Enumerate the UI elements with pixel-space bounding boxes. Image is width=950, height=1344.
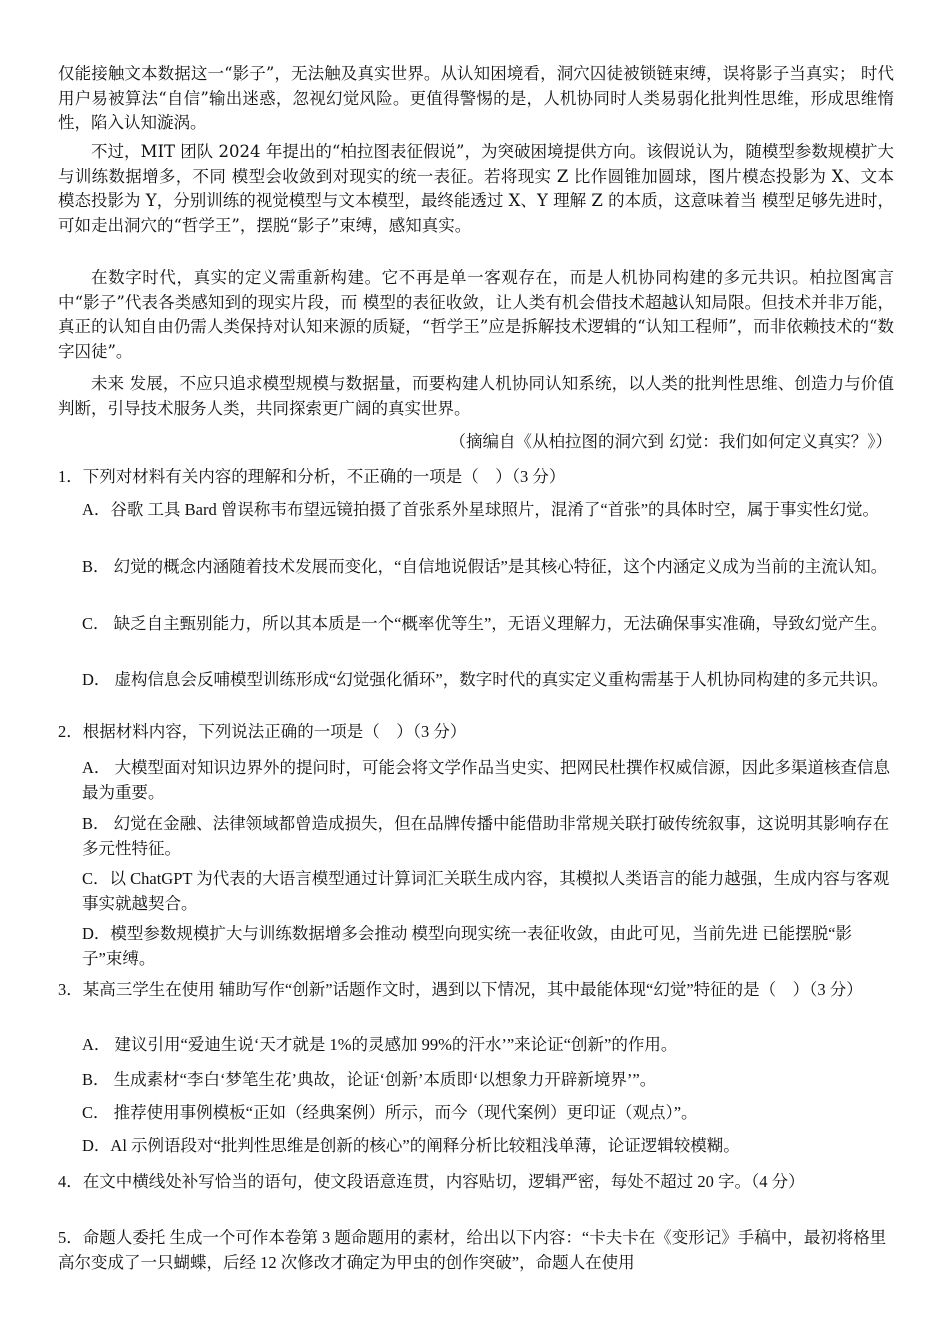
question-5-stem: 5．命题人委托 生成一个可作本卷第 3 题命题用的素材，给出以下内容：“卡夫卡在《变形记》手稿中，最初将格里高尔变成了一只蝴蝶，后经 12 次修改才确定为甲虫的创作突破”，命题人在使用: [58, 1228, 887, 1272]
question-3-stem: 3．某高三学生在使用 辅助写作“创新”话题作文时，遇到以下情况，其中最能体现“幻觉”特征的是（ ）（3 分）: [58, 980, 863, 999]
passage-paragraph-2: 不过，MIT 团队 2024 年提出的“柏拉图表征假说”，为突破困境提供方向。该假说认为，随模型参数规模扩大与训练数据增多，不同 模型会收敛到对现实的统一表征。若将现实 Z 比作圆锥加圆球，图片模态投影为 X、文本模态投影为 Y，分别训练的视觉模型与文本模型，最终能透过 X、Y 理解 Z 的本质，这意味着当 模型足够先进时，可如走出洞穴的“哲学王”，摆脱“影子”束缚，感知真实。: [58, 142, 894, 235]
question-1-option-c: C． 缺乏自主甄别能力，所以其本质是一个“概率优等生”，无语义理解力，无法确保事实准确，导致幻觉产生。: [82, 614, 888, 633]
question-1-option-a: A．谷歌 工具 Bard 曾误称韦布望远镜拍摄了首张系外星球照片，混淆了“首张”的具体时空，属于事实性幻觉。: [82, 500, 880, 519]
passage-paragraph-1: 仅能接触文本数据这一“影子”，无法触及真实世界。从认知困境看，洞穴囚徒被锁链束缚，误将影子当真实； 时代用户易被算法“自信”输出迷惑，忽视幻觉风险。更值得警惕的是，人机协同时人类易弱化批判性思维，形成思维惰性，陷入认知漩涡。: [58, 64, 894, 132]
passage-paragraph-4: 未来 发展，不应只追求模型规模与数据量，而要构建人机协同认知系统，以人类的批判性思维、创造力与价值判断，引导技术服务人类，共同探索更广阔的真实世界。: [58, 374, 894, 418]
question-2-option-d: D．模型参数规模扩大与训练数据增多会推动 模型向现实统一表征收敛，由此可见，当前先进 已能摆脱“影子”束缚。: [82, 924, 852, 968]
question-3-option-d: D．Al 示例语段对“批判性思维是创新的核心”的阐释分析比较粗浅单薄，论证逻辑较模糊。: [82, 1136, 740, 1155]
question-3-option-a: A． 建议引用“爱迪生说‘天才就是 1%的灵感加 99%的汗水’”来论证“创新”的作用。: [82, 1035, 678, 1054]
passage-paragraph-3: 在数字时代，真实的定义需重新构建。它不再是单一客观存在，而是人机协同构建的多元共识。柏拉图寓言中“影子”代表各类感知到的现实片段，而 模型的表征收敛，让人类有机会借技术超越认知局限。但技术并非万能，真正的认知自由仍需人类保持对认知来源的质疑，“哲学王”应是拆解技术逻辑的“认知工程师”，而非依赖技术的“数字囚徒”。: [58, 268, 894, 361]
question-1-stem: 1．下列对材料有关内容的理解和分析，不正确的一项是（ ）（3 分）: [58, 467, 566, 486]
question-1-option-b: B． 幻觉的概念内涵随着技术发展而变化，“自信地说假话”是其核心特征，这个内涵定义成为当前的主流认知。: [82, 557, 888, 576]
question-3-option-c: C． 推荐使用事例模板“正如（经典案例）所示，而今（现代案例）更印证（观点）”。: [82, 1103, 698, 1122]
question-3-option-b: B． 生成素材“李白‘梦笔生花’典故，论证‘创新’本质即‘以想象力开辟新境界’”。: [82, 1070, 657, 1089]
question-4-stem: 4．在文中横线处补写恰当的语句，使文段语意连贯，内容贴切，逻辑严密，每处不超过 20 字。（4 分）: [58, 1172, 805, 1191]
question-2-option-c: C．以 ChatGPT 为代表的大语言模型通过计算词汇关联生成内容，其模拟人类语言的能力越强，生成内容与客观事实就越契合。: [82, 869, 890, 913]
question-2-option-b: B． 幻觉在金融、法律领域都曾造成损失，但在品牌传播中能借助非常规关联打破传统叙事，这说明其影响存在多元性特征。: [82, 814, 890, 858]
question-2-option-a: A． 大模型面对知识边界外的提问时，可能会将文学作品当史实、把网民杜撰作权威信源，因此多渠道核查信息最为重要。: [82, 758, 891, 802]
question-2-stem: 2．根据材料内容，下列说法正确的一项是（ ）（3 分）: [58, 722, 467, 741]
question-1-option-d: D． 虚构信息会反哺模型训练形成“幻觉强化循环”，数字时代的真实定义重构需基于人机协同构建的多元共识。: [82, 670, 889, 689]
passage-source: （摘编自《从柏拉图的洞穴到 幻觉：我们如何定义真实？》）: [449, 432, 892, 451]
